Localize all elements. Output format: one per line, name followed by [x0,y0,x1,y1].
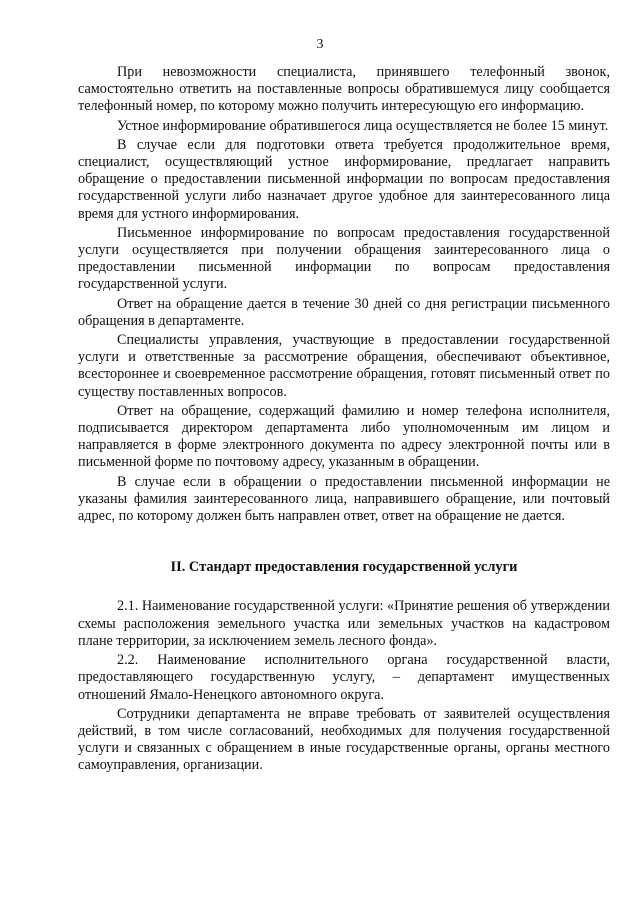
paragraph-executive-body: 2.2. Наименование исполнительного органа государственной власти, предоставляющего государственную услугу, – департамент имущественных отношений Ямало-Ненецкого автономного округа. [78,652,610,703]
paragraph-response-signing: Ответ на обращение, содержащий фамилию и номер телефона исполнителя, подписывается директором департамента либо уполномоченным им лицом и направляется в форме электронного документа по адресу электронной почты или в письменной форме по почтовому адресу, указанным в обращении. [78,402,610,471]
section-title: II. Стандарт предоставления государственной услуги [170,559,518,576]
paragraph-oral-duration: Устное информирование обратившегося лица осуществляется не более 15 минут. [117,117,609,134]
document-body [78,64,610,777]
paragraph-unavailable-specialist: При невозможности специалиста, принявшего телефонный звонок, самостоятельно ответить на поставленные вопросы обратившемуся лицу сообщается телефонный номер, по которому можно получить интересующую его информацию. [78,64,610,115]
paragraph-long-preparation: В случае если для подготовки ответа требуется продолжительное время, специалист, осуществляющий устное информирование, предлагает направить обращение о предоставлении письменной информации по вопросам предоставления государственной услуги либо назначает другое удобное для заинтересованного лица время для устного информирования. [78,136,610,222]
paragraph-no-response: В случае если в обращении о предоставлении письменной информации не указаны фамилия заинтересованного лица, направившего обращение, или почтовый адрес, по которому должен быть направлен ответ, ответ на обращение не дается. [78,473,610,525]
page-number: 3 [316,37,324,52]
paragraph-staff-restrictions: Сотрудники департамента не вправе требовать от заявителей осуществления действий, в том числе согласований, необходимых для получения государственной услуги и связанных с обращением в иные государственные органы, органы местного самоуправления, организации. [78,705,610,774]
paragraph-written-informing: Письменное информирование по вопросам предоставления государственной услуги осуществляется при получении обращения заинтересованного лица о предоставлении письменной информации по вопросам предоставления государственной услуги. [78,224,610,293]
paragraph-specialists-review: Специалисты управления, участвующие в предоставлении государственной услуги и ответственные за рассмотрение обращения, обеспечивают объективное, всестороннее и своевременное рассмотрение обращения, готовят письменный ответ по существу поставленных вопросов. [78,332,610,400]
paragraph-response-deadline: Ответ на обращение дается в течение 30 дней со дня регистрации письменного обращения в департаменте. [78,295,610,329]
paragraph-service-name: 2.1. Наименование государственной услуги: «Принятие решения об утверждении схемы расположения земельного участка или земельных участков на кадастровом плане территории, за исключением земель лесного фонда». [78,598,610,649]
